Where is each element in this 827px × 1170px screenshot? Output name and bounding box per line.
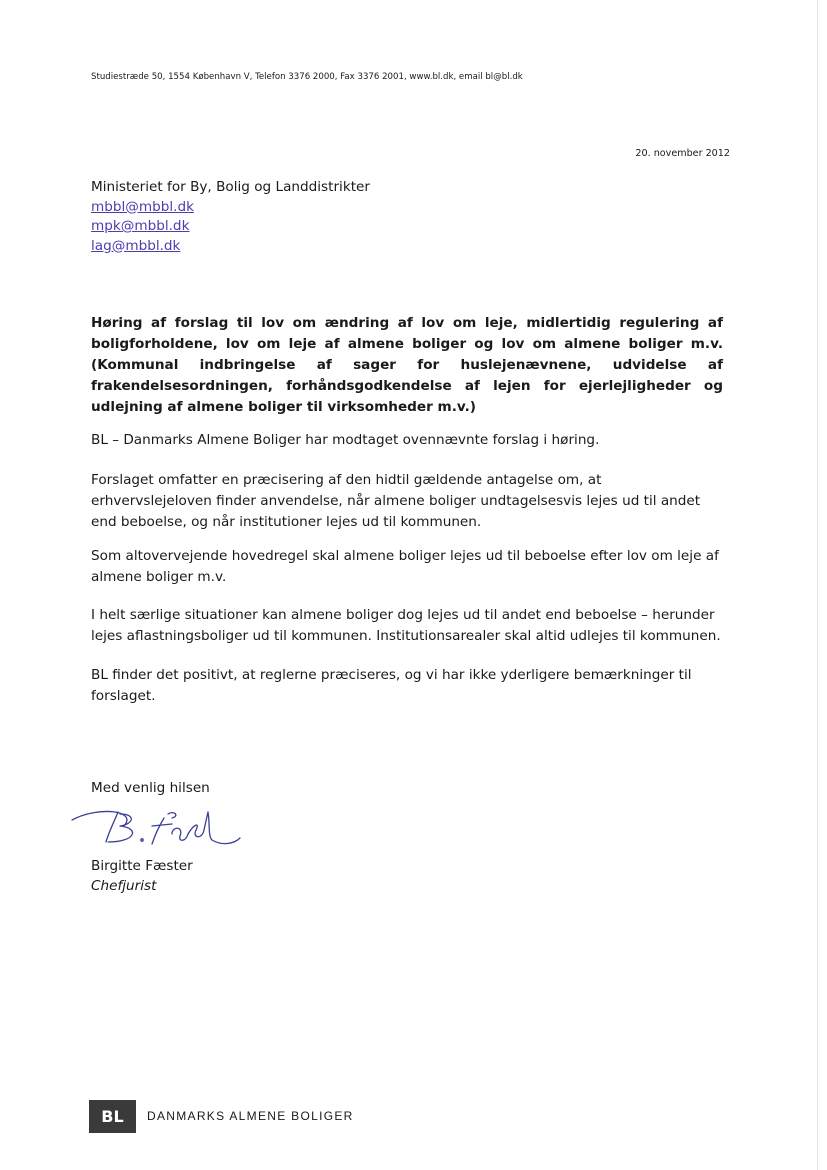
- body-paragraph-2: Forslaget omfatter en præcisering af den hidtil gældende antagelse om, at erhvervslejeloven finder anvendelse, når almene boliger undtagelsesvis lejes ud til andet end beboelse, og når institutioner lejes ud til kommunen.: [91, 472, 701, 530]
- bl-logo: BL: [89, 1100, 136, 1133]
- handwritten-signature: [68, 800, 243, 862]
- body-paragraph-3: Som altovervejende hovedregel skal almene boliger lejes ud til beboelse efter lov om leje af almene boliger m.v.: [91, 548, 719, 585]
- recipient-block: [91, 178, 370, 256]
- body-paragraph-1: BL – Danmarks Almene Boliger har modtaget ovennævnte forslag i høring.: [91, 432, 600, 448]
- signer-name: Birgitte Fæster: [91, 858, 193, 874]
- recipient-name: Ministeriet for By, Bolig og Landdistrikter: [91, 179, 370, 195]
- recipient-email-1[interactable]: mbbl@mbbl.dk: [91, 198, 194, 215]
- page-edge-line: [817, 0, 818, 1170]
- closing-greeting: Med venlig hilsen: [91, 780, 210, 796]
- signer-title: Chefjurist: [91, 878, 157, 894]
- body-paragraph-4: I helt særlige situationer kan almene boliger dog lejes ud til andet end beboelse – herunder lejes aflastningsboliger ud til kommunen. Institutionsarealer skal altid udlejes til kommunen.: [91, 607, 721, 644]
- letter-subject: Høring af forslag til lov om ændring af lov om leje, midlertidig regulering af boligforholdene, lov om leje af almene boliger og lov om almene boliger m.v. (Kommunal indbringelse af sager for huslejenævnene, udvidelse af frakendelsesordningen, forhåndsgodkendelse af lejen for ejerlejligheder og udlejning af almene boliger til virksomheder m.v.): [91, 315, 723, 415]
- letter-date: 20. november 2012: [635, 148, 730, 159]
- recipient-email-3[interactable]: lag@mbbl.dk: [91, 237, 181, 254]
- letterhead-address: Studiestræde 50, 1554 København V, Telefon 3376 2000, Fax 3376 2001, www.bl.dk, email bl@bl.dk: [91, 72, 523, 82]
- body-paragraph-5: BL finder det positivt, at reglerne præciseres, og vi har ikke yderligere bemærkninger til forslaget.: [91, 667, 692, 704]
- footer-organization-name: DANMARKS ALMENE BOLIGER: [147, 1109, 354, 1123]
- recipient-email-2[interactable]: mpk@mbbl.dk: [91, 218, 190, 234]
